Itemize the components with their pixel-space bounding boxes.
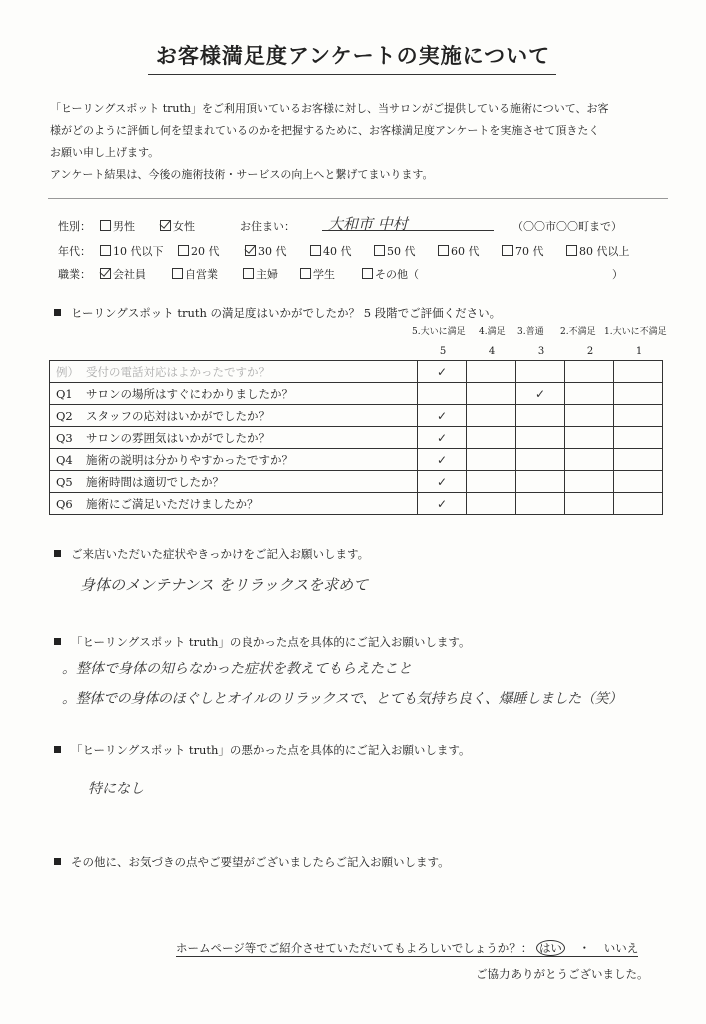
bad-points-heading: 「ヒーリングスポット truth」の悪かった点を具体的にご記入お願いします。 [54, 742, 470, 758]
rating-cell-4[interactable] [467, 383, 516, 405]
rating-cell-4[interactable] [467, 405, 516, 427]
question-text: サロンの場所はすぐにわかりましたか？ [86, 386, 293, 401]
age-option[interactable]: 10 代以下 [100, 243, 164, 259]
rating-cell-4[interactable] [467, 471, 516, 493]
good-points-heading: 「ヒーリングスポット truth」の良かった点を具体的にご記入お願いします。 [54, 634, 470, 650]
question-cell [50, 493, 418, 515]
checkbox[interactable] [178, 245, 189, 256]
address-underline [322, 230, 494, 231]
check-mark-icon: ✓ [436, 474, 448, 489]
question-number: 例） [56, 364, 79, 379]
age-option[interactable]: 60 代 [438, 243, 480, 259]
question-text: スタッフの応対はいかがでしたか？ [86, 408, 270, 423]
intro-line: アンケート結果は、今後の施術技術・サービスの向上へと繋げてまいります。 [50, 168, 434, 181]
rating-cell-3[interactable] [516, 405, 565, 427]
square-bullet-icon [54, 746, 61, 753]
question-cell [50, 471, 418, 493]
scale-label: 1.大いに不満足 [604, 327, 667, 337]
question-text: 受付の電話対応はよかったですか？ [86, 364, 270, 379]
checkbox[interactable] [172, 268, 183, 279]
question-row [50, 405, 663, 427]
question-row [50, 427, 663, 449]
age-option[interactable]: 20 代 [178, 243, 220, 259]
question-cell [50, 361, 418, 383]
job-option[interactable]: その他（ [362, 266, 419, 282]
publish-consent [176, 940, 638, 957]
square-bullet-icon [54, 638, 61, 645]
question-number: Q3 [56, 430, 73, 445]
rating-cell-1[interactable] [614, 383, 663, 405]
consent-separator: ・ [578, 941, 591, 955]
gender-option-male[interactable]: 男性 [100, 218, 135, 234]
rating-cell-2[interactable] [565, 427, 614, 449]
age-option[interactable]: 80 代以上 [566, 243, 630, 259]
check-mark-icon: ✓ [436, 452, 448, 467]
question-row [50, 383, 663, 405]
satisfaction-table [49, 360, 663, 515]
job-option[interactable]: 会社員 [100, 266, 146, 282]
checkbox[interactable] [362, 268, 373, 279]
good-points-answer[interactable]: 。整体で身体の知らなかった症状を教えてもらえたこと [62, 661, 412, 677]
checkbox-checked[interactable] [245, 245, 256, 256]
rating-cell-3[interactable] [516, 493, 565, 515]
divider [48, 198, 668, 199]
gender-option-female[interactable]: 女性 [160, 218, 195, 234]
rating-cell-1[interactable] [614, 427, 663, 449]
example-row [50, 361, 663, 383]
visit-reason-answer[interactable]: 身体のメンテナンス をリラックスを求めて [80, 576, 369, 594]
intro-line: お願い申し上げます。 [50, 146, 160, 159]
good-points-answer[interactable]: 。整体での身体のほぐしとオイルのリラックスで、とても気持ち良く、爆睡しました（笑） [62, 691, 623, 707]
rating-cell-5[interactable] [418, 427, 467, 449]
checkbox[interactable] [374, 245, 385, 256]
checkbox-checked[interactable] [160, 220, 171, 231]
question-number: Q2 [56, 408, 73, 423]
question-row [50, 449, 663, 471]
scale-column-number: 2 [586, 346, 594, 357]
rating-cell-2[interactable] [565, 471, 614, 493]
scale-label: 3.普通 [517, 327, 544, 337]
check-mark-icon: ✓ [534, 386, 546, 401]
rating-cell-1[interactable] [614, 471, 663, 493]
consent-no[interactable]: いいえ [603, 941, 639, 955]
check-mark-icon: ✓ [436, 364, 448, 379]
square-bullet-icon [54, 858, 61, 865]
scale-label: 5.大いに満足 [412, 327, 466, 337]
checkbox[interactable] [438, 245, 449, 256]
question-number: Q5 [56, 474, 73, 489]
rating-cell-5[interactable] [418, 405, 467, 427]
rating-cell-3[interactable] [516, 471, 565, 493]
visit-reason-heading: ご来店いただいた症状やきっかけをご記入お願いします。 [54, 546, 369, 562]
scale-column-number: 5 [439, 346, 447, 357]
square-bullet-icon [54, 309, 61, 316]
rating-cell-2[interactable] [565, 493, 614, 515]
question-text: 施術時間は適切でしたか？ [86, 474, 224, 489]
rating-cell-2[interactable] [565, 405, 614, 427]
rating-cell-3[interactable] [516, 427, 565, 449]
intro-line: 様がどのように評価し何を望まれているのかを把握するために、お客様満足度アンケートを実施させて頂きたく [50, 124, 600, 137]
job-option[interactable]: 自営業 [172, 266, 218, 282]
scale-column-number: 1 [635, 346, 643, 357]
address-label: お住まい： [240, 220, 295, 233]
rating-cell-2[interactable] [565, 361, 614, 383]
job-label: 職業： [58, 268, 91, 281]
rating-cell-4[interactable] [467, 361, 516, 383]
job-option[interactable]: 学生 [300, 266, 335, 282]
rating-cell-5[interactable] [418, 471, 467, 493]
checkbox[interactable] [100, 220, 111, 231]
age-option[interactable]: 40 代 [310, 243, 352, 259]
rating-cell-3[interactable] [516, 383, 565, 405]
job-other-close: ） [612, 268, 623, 281]
question-row [50, 471, 663, 493]
other-comments-heading: その他に、お気づきの点やご要望がございましたらご記入お願いします。 [54, 854, 450, 870]
checkbox[interactable] [502, 245, 513, 256]
rating-cell-5[interactable] [418, 493, 467, 515]
square-bullet-icon [54, 550, 61, 557]
checkbox[interactable] [243, 268, 254, 279]
job-option[interactable]: 主婦 [243, 266, 278, 282]
question-cell [50, 427, 418, 449]
rating-cell-2[interactable] [565, 383, 614, 405]
rating-cell-1[interactable] [614, 405, 663, 427]
rating-cell-1[interactable] [614, 449, 663, 471]
scale-label: 2.不満足 [560, 327, 596, 337]
rating-cell-4[interactable] [467, 493, 516, 515]
publish-question: ホームページ等でご紹介させていただいてもよろしいでしょうか？： [176, 941, 533, 955]
question-number: Q1 [56, 386, 73, 401]
gender-label: 性別： [58, 220, 91, 233]
question-text: 施術にご満足いただけましたか？ [86, 496, 259, 511]
rating-cell-3[interactable] [516, 361, 565, 383]
title-underline [148, 74, 556, 75]
rating-cell-5[interactable] [418, 361, 467, 383]
rating-cell-5[interactable] [418, 383, 467, 405]
rating-cell-1[interactable] [614, 361, 663, 383]
bad-points-answer[interactable]: 特になし [88, 781, 144, 797]
age-option[interactable]: 30 代 [245, 243, 287, 259]
address-value[interactable]: 大和市 中村 [328, 215, 408, 233]
scale-label: 4.満足 [479, 327, 506, 337]
page-title: お客様満足度アンケートの実施について [155, 43, 551, 68]
intro-line: 「ヒーリングスポット truth」をご利用頂いているお客様に対し、当サロンがご提供している施術について、お客 [50, 102, 609, 115]
rating-cell-1[interactable] [614, 493, 663, 515]
intro-text [50, 98, 670, 186]
checkbox-checked[interactable] [100, 268, 111, 279]
scale-column-number: 3 [537, 346, 545, 357]
check-mark-icon: ✓ [436, 496, 448, 511]
question-text: サロンの雰囲気はいかがでしたか？ [86, 430, 270, 445]
rating-cell-4[interactable] [467, 427, 516, 449]
check-mark-icon: ✓ [436, 408, 448, 423]
checkbox[interactable] [300, 268, 311, 279]
age-label: 年代： [58, 245, 91, 258]
rating-cell-3[interactable] [516, 449, 565, 471]
consent-yes[interactable]: はい [536, 940, 565, 956]
satisfaction-heading: ヒーリングスポット truth の満足度はいかがでしたか？ 5 段階でご評価ください。 [54, 305, 501, 321]
rating-cell-5[interactable] [418, 449, 467, 471]
rating-cell-4[interactable] [467, 449, 516, 471]
checkbox[interactable] [100, 245, 111, 256]
question-cell [50, 449, 418, 471]
rating-cell-2[interactable] [565, 449, 614, 471]
question-cell [50, 383, 418, 405]
scale-column-number: 4 [488, 346, 496, 357]
question-number: Q4 [56, 452, 73, 467]
checkbox[interactable] [566, 245, 577, 256]
checkbox[interactable] [310, 245, 321, 256]
age-option[interactable]: 70 代 [502, 243, 544, 259]
thanks-text: ご協力ありがとうございました。 [476, 967, 649, 981]
check-mark-icon: ✓ [436, 430, 448, 445]
question-text: 施術の説明は分かりやすかったですか？ [86, 452, 293, 467]
question-row [50, 493, 663, 515]
age-option[interactable]: 50 代 [374, 243, 416, 259]
address-hint: （〇〇市〇〇町まで） [512, 220, 622, 233]
question-cell [50, 405, 418, 427]
question-number: Q6 [56, 496, 73, 511]
